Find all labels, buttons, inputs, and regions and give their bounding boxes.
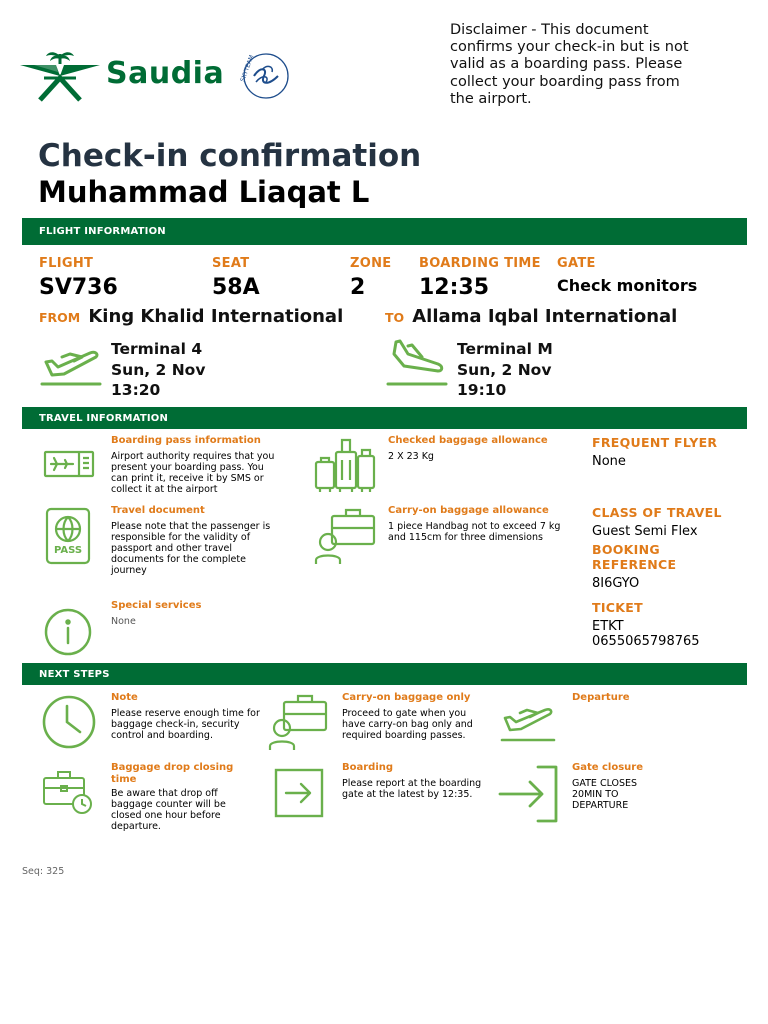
arrival-terminal: Terminal M bbox=[457, 340, 553, 358]
ticket-value-line2: 0655065798765 bbox=[592, 634, 700, 649]
departure-step-title: Departure bbox=[572, 692, 630, 703]
arrival-date: Sun, 2 Nov bbox=[457, 361, 552, 379]
baggage-drop-text: Be aware that drop off baggage counter will be closed one hour before departure. bbox=[111, 788, 226, 832]
route-from bbox=[39, 306, 343, 327]
travel-document-text: Please note that the passenger is responsible for the validity of passport and other travel documents for the complete journey bbox=[111, 521, 271, 576]
skyteam-text: SKYTEAM bbox=[239, 54, 256, 83]
sequence-number: Seq: 325 bbox=[22, 866, 65, 877]
luggage-icon bbox=[314, 438, 376, 494]
plane-landing-icon bbox=[386, 338, 448, 388]
passenger-name: Muhammad Liaqat L bbox=[38, 175, 370, 209]
origin-airport: King Khalid International bbox=[88, 306, 344, 327]
passport-icon-text: PASS bbox=[53, 545, 83, 556]
carry-on-text: 1 piece Handbag not to exceed 7 kg and 115cm for three dimensions bbox=[388, 521, 561, 543]
checked-baggage-text: 2 X 23 Kg bbox=[388, 451, 434, 462]
flight-label: FLIGHT bbox=[39, 256, 94, 271]
baggage-drop-title bbox=[111, 762, 233, 786]
class-of-travel-value: Guest Semi Flex bbox=[592, 524, 698, 539]
briefcase-person-icon bbox=[314, 508, 376, 564]
booking-reference-label-line1: BOOKING bbox=[592, 542, 660, 557]
departure-terminal: Terminal 4 bbox=[111, 340, 203, 358]
next-steps-header: NEXT STEPS bbox=[22, 663, 747, 685]
gate-value: Check monitors bbox=[557, 276, 698, 295]
special-services-title: Special services bbox=[111, 600, 202, 611]
departure-date: Sun, 2 Nov bbox=[111, 361, 206, 379]
saudia-emblem-icon bbox=[20, 48, 100, 104]
destination-airport: Allama Iqbal International bbox=[412, 306, 678, 327]
baggage-drop-title-line2: time bbox=[111, 774, 137, 785]
frequent-flyer-value: None bbox=[592, 454, 626, 469]
arrival-time: 19:10 bbox=[457, 381, 507, 399]
disclaimer-text: Disclaimer - This document confirms your check-in but is not valid as a boarding pass. Please collect your boarding pass from the airport. bbox=[450, 22, 689, 107]
boarding-time-label: BOARDING TIME bbox=[419, 256, 541, 271]
ticket-value bbox=[592, 619, 700, 649]
briefcase-clock-icon bbox=[42, 770, 94, 816]
boarding-step-text: Please report at the boarding gate at the latest by 12:35. bbox=[342, 778, 482, 800]
flight-number: SV736 bbox=[39, 275, 118, 300]
booking-reference-value: 8I6GYO bbox=[592, 576, 640, 591]
carry-on-title: Carry-on baggage allowance bbox=[388, 505, 549, 516]
boarding-pass-icon bbox=[43, 450, 95, 478]
travel-document-title: Travel document bbox=[111, 505, 205, 516]
brand-wordmark: Saudia bbox=[106, 56, 225, 91]
from-label: FROM bbox=[39, 310, 81, 325]
gate-closure-text bbox=[572, 778, 637, 811]
special-services-text: None bbox=[111, 616, 136, 627]
frequent-flyer-label: FREQUENT FLYER bbox=[592, 435, 718, 450]
zone-number: 2 bbox=[350, 275, 366, 300]
arrow-box-icon bbox=[274, 768, 324, 818]
saudia-logo bbox=[20, 48, 225, 104]
baggage-drop-title-line1: Baggage drop closing bbox=[111, 762, 234, 773]
to-label: TO bbox=[385, 310, 405, 325]
gate-closure-title: Gate closure bbox=[572, 762, 644, 773]
clock-icon bbox=[40, 694, 98, 750]
gate-closure-text-line1: GATE CLOSES bbox=[572, 778, 638, 789]
class-of-travel-label: CLASS OF TRAVEL bbox=[592, 505, 722, 520]
zone-label: ZONE bbox=[350, 256, 392, 271]
seat-label: SEAT bbox=[212, 256, 250, 271]
boarding-step-title: Boarding bbox=[342, 762, 394, 773]
carry-on-only-title: Carry-on baggage only bbox=[342, 692, 471, 703]
note-text: Please reserve enough time for baggage check-in, security control and boarding. bbox=[111, 708, 260, 741]
booking-reference-label-line2: REFERENCE bbox=[592, 557, 677, 572]
checked-baggage-title: Checked baggage allowance bbox=[388, 435, 548, 446]
route-to bbox=[385, 306, 677, 327]
carry-on-only-text: Proceed to gate when you have carry-on bag only and required boarding passes. bbox=[342, 708, 473, 741]
seat-number: 58A bbox=[212, 275, 260, 300]
passport-icon bbox=[45, 507, 91, 565]
gate-closure-text-line2: 20MIN TO bbox=[572, 789, 619, 800]
booking-reference-label bbox=[592, 542, 676, 572]
plane-takeoff-icon bbox=[40, 342, 102, 388]
note-title: Note bbox=[111, 692, 138, 703]
boarding-pass-title: Boarding pass information bbox=[111, 435, 261, 446]
page-title: Check-in confirmation bbox=[38, 138, 422, 174]
flight-info-header: FLIGHT INFORMATION bbox=[22, 218, 747, 245]
arrow-into-gate-icon bbox=[498, 765, 560, 823]
skyteam-logo bbox=[232, 46, 294, 102]
gate-label: GATE bbox=[557, 256, 596, 271]
departure-time: 13:20 bbox=[111, 381, 161, 399]
skyteam-globe-icon bbox=[232, 46, 294, 102]
ticket-value-line1: ETKT bbox=[592, 619, 624, 634]
gate-closure-text-line3: DEPARTURE bbox=[572, 800, 629, 811]
boarding-time: 12:35 bbox=[419, 275, 490, 300]
travel-info-header: TRAVEL INFORMATION bbox=[22, 407, 747, 429]
info-icon bbox=[43, 608, 93, 656]
ticket-label: TICKET bbox=[592, 600, 643, 615]
plane-takeoff-icon-2 bbox=[500, 700, 556, 744]
boarding-pass-text: Airport authority requires that you present your boarding pass. You can print it, receive it by SMS or collect it at the airport bbox=[111, 451, 275, 495]
briefcase-person-icon-2 bbox=[268, 694, 330, 750]
